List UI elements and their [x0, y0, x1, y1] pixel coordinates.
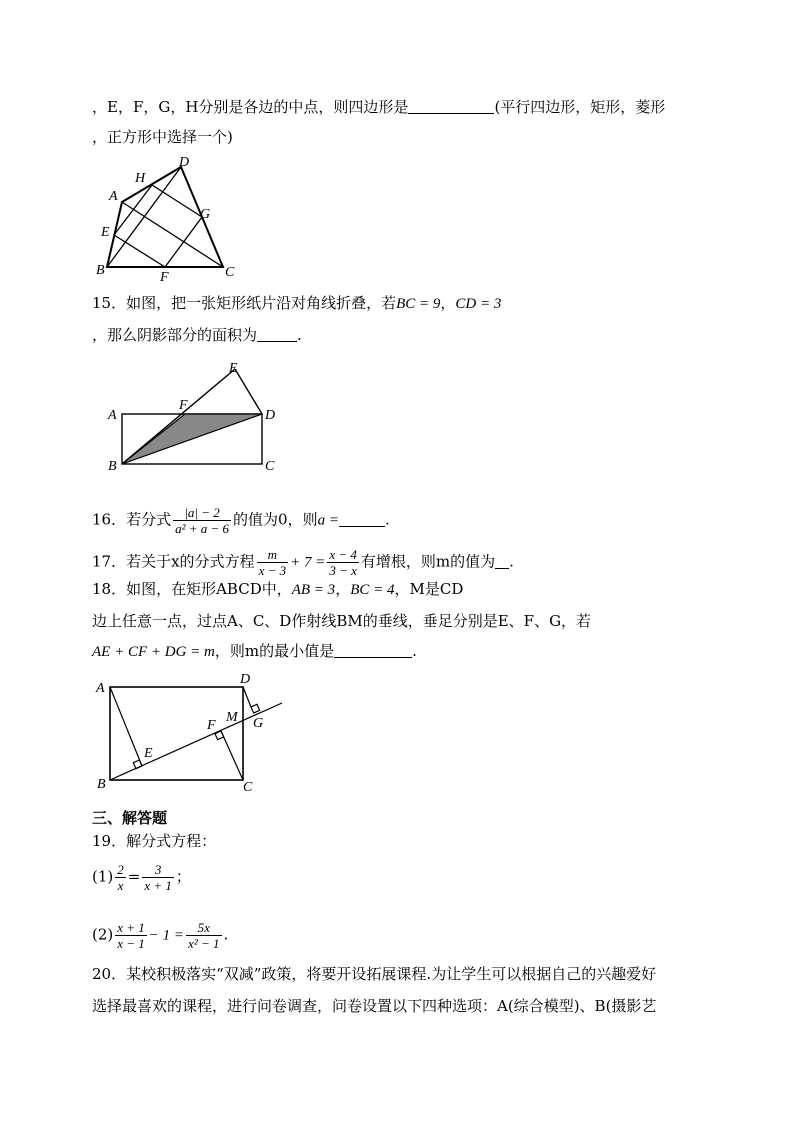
q20-line2: 选择最喜欢的课程，进行问卷调查，问卷设置以下四种选项：A(综合模型)、B(摄影艺 [92, 997, 657, 1015]
section-title: 三、解答题 [92, 809, 168, 827]
q18-sep: ， [335, 580, 351, 598]
q15-cond-cd: CD = 3 [455, 296, 502, 312]
q18-cond-ab: AB = 3 [291, 582, 336, 598]
q18-formula: AE + CF + DG = m [92, 644, 215, 660]
q15-label-a: A [108, 408, 117, 423]
q17-answer-blank[interactable] [495, 554, 509, 569]
q19-p2-f1-denominator: x − 1 [117, 936, 145, 951]
q15-cond-bc: BC = 9 [396, 296, 441, 312]
q16-mid: 的值为0，则 [233, 510, 318, 529]
q14-answer-blank[interactable] [408, 99, 494, 114]
q19-p2-fraction-1 [115, 920, 147, 951]
q17-fraction-2 [327, 547, 359, 578]
q17-plus: + 7 = [290, 554, 326, 571]
q15-fold-figure [100, 355, 290, 477]
q17-f2-numerator: x − 4 [329, 547, 357, 562]
q15-line1 [92, 293, 501, 314]
q18-end: . [412, 642, 417, 660]
q15-end: . [297, 326, 302, 344]
q17-prefix: 17．若关于x的分式方程 [92, 552, 255, 571]
q17-end: . [509, 552, 514, 571]
q16-answer-blank[interactable] [339, 512, 385, 527]
q19-p2-end: . [223, 925, 229, 944]
q14-label-b: B [96, 263, 105, 278]
q14-label-d: D [179, 155, 190, 170]
q18-label-c: C [243, 780, 253, 795]
q18-rectangle-figure [92, 668, 292, 798]
q15-sep: ， [440, 294, 456, 312]
q16-prefix: 16．若分式 [92, 510, 172, 529]
q19-p1-f2-numerator: 3 [154, 862, 162, 877]
q19-part2 [92, 920, 228, 951]
q14-label-c: C [225, 265, 235, 280]
q16-numerator: |a| − 2 [184, 505, 220, 520]
q15-line2 [92, 325, 302, 345]
q19-p2-fraction-2 [186, 920, 221, 951]
q15-shaded-region [122, 414, 262, 464]
q15-label-e: E [229, 361, 238, 376]
q14-line1 [92, 97, 665, 117]
q16-fraction [173, 505, 231, 536]
q19-p1-f1-numerator: 2 [117, 862, 124, 877]
q14-quadrilateral-figure [92, 155, 252, 285]
q19-p2-f1-numerator: x + 1 [117, 920, 145, 935]
q19-part1 [92, 862, 191, 893]
q18-label-d: D [240, 672, 251, 687]
q16-var: a = [317, 512, 339, 529]
q17-f1-denominator: x − 3 [258, 563, 287, 578]
q15-text: 15．如图，把一张矩形纸片沿对角线折叠，若 [92, 294, 397, 312]
q18-label-e: E [144, 746, 153, 761]
q18-label-b: B [97, 777, 106, 792]
q15-label-c: C [265, 459, 275, 474]
q19-p1-label: (1) [92, 867, 114, 886]
q18-line2: 边上任意一点，过点A、C、D作射线BM的垂线，垂足分别是E、F、G，若 [92, 612, 592, 630]
q14-text: ，E，F，G，H分别是各边的中点，则四边形是 [92, 98, 409, 116]
q15-text2: ，那么阴影部分的面积为 [92, 326, 258, 344]
q14-label-a: A [109, 189, 118, 204]
q15-label-b: B [108, 459, 117, 474]
q18-label-a: A [96, 681, 105, 696]
q14-label-h: H [135, 171, 146, 186]
q18-line1 [92, 579, 463, 600]
q17-suffix: 有增根，则m的值为 [360, 552, 496, 571]
q16-denominator: a² + a − 6 [175, 521, 230, 536]
q15-label-d: D [265, 408, 276, 423]
q19-p2-f2-denominator: x² − 1 [188, 936, 220, 951]
q19-p1-f1-denominator: x [115, 877, 126, 893]
q18-text: 18．如图，在矩形ABCD中， [92, 580, 292, 598]
q18-text3: ，则m的最小值是 [214, 642, 335, 660]
q14-label-f: F [160, 270, 169, 285]
q19-p2-f2-numerator: 5x [197, 920, 210, 935]
q14-label-g: G [200, 207, 211, 222]
q19-p1-fraction-1 [115, 862, 126, 893]
q17-f2-denominator: 3 − x [329, 563, 357, 578]
q17-fraction-1 [257, 547, 289, 578]
q18-label-m: M [226, 710, 238, 725]
q18-cond-m: ，M是CD [394, 580, 464, 598]
q19-p2-mid: − 1 = [148, 927, 185, 944]
q15-answer-blank[interactable] [257, 327, 297, 342]
q19-p1-eq: = [127, 867, 141, 886]
q17-f1-numerator: m [267, 547, 278, 562]
q19-title: 19．解分式方程： [92, 832, 217, 850]
q18-cond-bc: BC = 4 [350, 582, 395, 598]
q18-answer-blank[interactable] [334, 643, 412, 658]
q17-line [92, 547, 514, 578]
q15-label-f: F [179, 398, 188, 413]
q18-label-f: F [207, 718, 216, 733]
q19-p1-fraction-2 [142, 862, 174, 893]
q18-label-g: G [253, 716, 264, 731]
q14-line2: ，正方形中选择一个) [92, 128, 233, 146]
q14-options: (平行四边形，矩形，菱形 [494, 98, 666, 116]
q14-label-e: E [101, 225, 110, 240]
q19-p1-end: ； [175, 867, 191, 886]
q19-p1-f2-denominator: x + 1 [144, 878, 172, 893]
q16-line [92, 505, 390, 536]
q18-line3 [92, 641, 417, 662]
q20-line1: 20．某校积极落实“双减”政策，将要开设拓展课程.为让学生可以根据自己的兴趣爱好 [92, 965, 657, 983]
q16-end: . [384, 510, 390, 529]
q19-p2-label: (2) [92, 925, 114, 944]
